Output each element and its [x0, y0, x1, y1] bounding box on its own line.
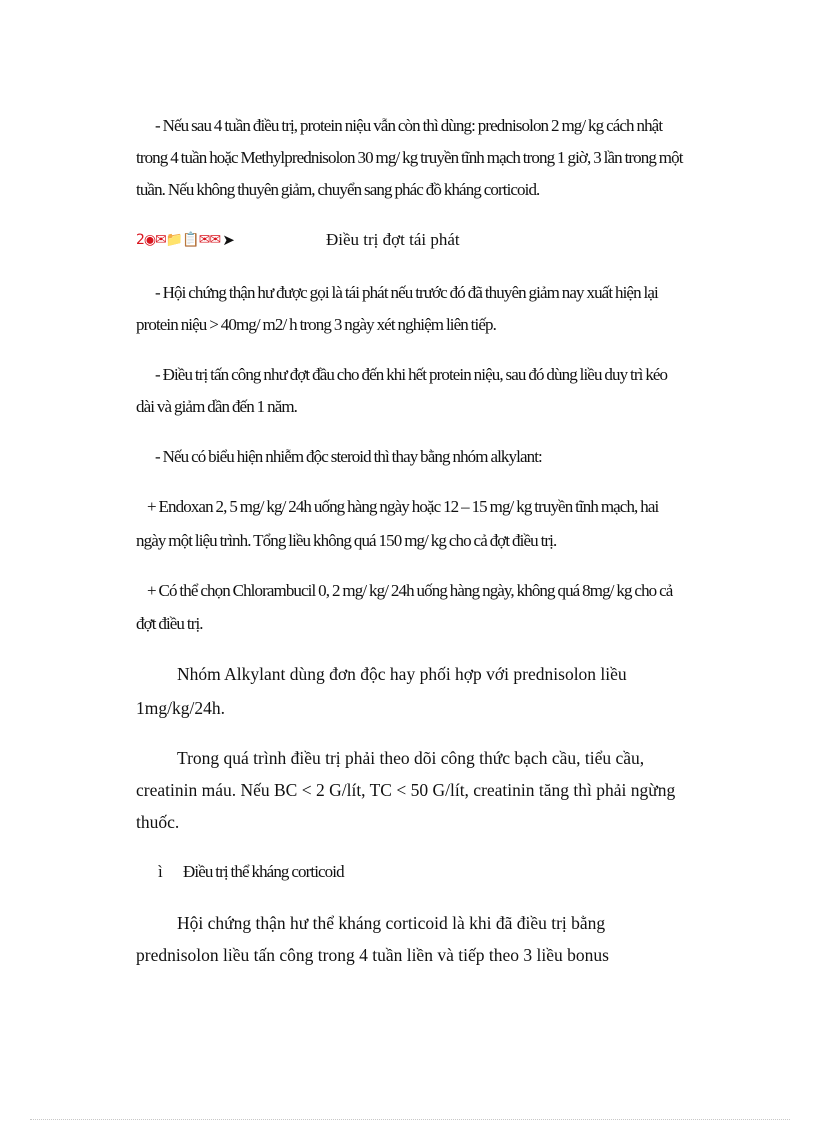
bullet-symbol: ì: [158, 862, 163, 881]
paragraph-line: + Có thể chọn Chlorambucil 0, 2 mg/ kg/ 24h uống hàng ngày, không quá 8mg/ kg cho cả: [147, 581, 673, 600]
paragraph-line: creatinin máu. Nếu BC < 2 G/lít, TC < 50 G/lít, creatinin tăng thì phải ngừng: [136, 780, 676, 800]
paragraph-line: thuốc.: [136, 812, 180, 832]
section-heading-resistant: Điều trị thể kháng corticoid: [183, 862, 344, 881]
paragraph-line: - Hội chứng thận hư được gọi là tái phát nếu trước đó đã thuyên giảm nay xuất hiện lại: [155, 283, 658, 302]
paragraph-line: dài và giảm dần đến 1 năm.: [136, 397, 298, 416]
paragraph-line: đợt điều trị.: [136, 614, 203, 633]
paragraph-line: Nhóm Alkylant dùng đơn độc hay phối hợp với prednisolon liều: [177, 664, 627, 684]
paragraph-line: Trong quá trình điều trị phải theo dõi công thức bạch cầu, tiểu cầu,: [177, 748, 645, 768]
paragraph-line: tuần. Nếu không thuyên giảm, chuyển sang phác đồ kháng corticoid.: [136, 180, 540, 199]
paragraph-line: protein niệu > 40mg/ m2/ h trong 3 ngày xét nghiệm liên tiếp.: [136, 315, 496, 334]
paragraph-line: trong 4 tuần hoặc Methylprednisolon 30 mg/ kg truyền tĩnh mạch trong 1 giờ, 3 lần trong một: [136, 148, 683, 167]
decorative-symbols: 2◉✉📁📋✉✉: [136, 232, 221, 248]
paragraph-line: Hội chứng thận hư thể kháng corticoid là khi đã điều trị bằng: [177, 913, 606, 933]
paragraph-line: - Nếu sau 4 tuần điều trị, protein niệu vẫn còn thì dùng: prednisolon 2 mg/ kg cách nhật: [155, 116, 663, 135]
page-border-divider: [30, 1119, 790, 1120]
paragraph-line: prednisolon liều tấn công trong 4 tuần liền và tiếp theo 3 liều bonus: [136, 945, 609, 965]
arrow-right-icon: ➤: [222, 231, 235, 249]
paragraph-line: - Nếu có biểu hiện nhiễm độc steroid thì thay bằng nhóm alkylant:: [155, 447, 542, 466]
paragraph-line: 1mg/kg/24h.: [136, 698, 225, 718]
paragraph-line: ngày một liệu trình. Tổng liều không quá 150 mg/ kg cho cả đợt điều trị.: [136, 531, 557, 550]
paragraph-line: - Điều trị tấn công như đợt đầu cho đến khi hết protein niệu, sau đó dùng liều duy trì kéo: [155, 365, 668, 384]
section-heading-relapse: Điều trị đợt tái phát: [326, 230, 460, 249]
paragraph-line: + Endoxan 2, 5 mg/ kg/ 24h uống hàng ngày hoặc 12 – 15 mg/ kg truyền tĩnh mạch, hai: [147, 497, 659, 516]
wingdings-bullet: [136, 228, 235, 252]
